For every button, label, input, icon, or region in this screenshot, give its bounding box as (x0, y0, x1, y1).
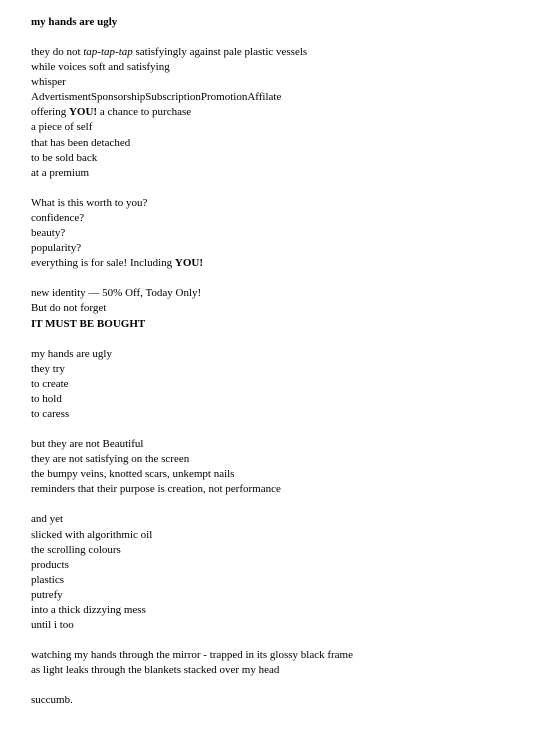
line-text: until i too (31, 619, 74, 632)
poem-line (31, 693, 531, 708)
line-text: everything is for sale! Including (31, 257, 175, 270)
line-text: to hold (31, 392, 62, 405)
line-text: reminders that their purpose is creation, not performance (31, 483, 281, 496)
poem-line (31, 512, 531, 527)
line-text: to be sold back (31, 151, 98, 164)
poem-line (31, 347, 531, 362)
bold-text: YOU! (68, 106, 98, 119)
line-text: whisper (31, 76, 66, 89)
poem-line (31, 377, 531, 392)
poem-line (31, 241, 531, 256)
stanza (31, 648, 531, 678)
poem-line (31, 60, 531, 75)
poem-line (31, 226, 531, 241)
stanza (31, 437, 531, 497)
line-text: to caress (31, 407, 70, 420)
italic-text: tap-tap-tap (83, 46, 133, 58)
line-text: products (31, 558, 69, 571)
line-text: putrefy (31, 588, 63, 601)
poem-line (31, 648, 531, 663)
line-text: while voices soft and satisfying (31, 61, 170, 74)
line-text: plastics (31, 573, 64, 586)
poem-line (31, 151, 531, 166)
stanza (31, 693, 531, 708)
poem-line (31, 407, 531, 422)
line-text: a piece of self (31, 121, 93, 134)
poem-line (31, 437, 531, 452)
bold-text: IT MUST BE BOUGHT (31, 317, 146, 330)
poem-line (31, 362, 531, 377)
poem-line (31, 120, 531, 135)
line-text: they do not (31, 46, 84, 58)
stanza (31, 286, 531, 331)
poem-line (31, 603, 531, 618)
line-text: AdvertismentSponsorshipSubscriptionPromotionAffilate (31, 91, 282, 104)
poem-line (31, 392, 531, 407)
line-text: succumb. (31, 694, 73, 707)
poem-line (31, 256, 531, 271)
poem-line (31, 45, 531, 60)
poem-line (31, 211, 531, 226)
poem-line (31, 136, 531, 151)
line-text: the bumpy veins, knotted scars, unkempt nails (31, 468, 235, 481)
line-text: popularity? (31, 242, 82, 255)
line-text: a chance to purchase (97, 106, 192, 119)
poem-line (31, 543, 531, 558)
bold-text: YOU! (174, 257, 203, 270)
line-text: my hands are ugly (31, 347, 112, 360)
poem-line (31, 558, 531, 573)
line-text: the scrolling colours (31, 543, 121, 556)
line-text: and yet (31, 513, 64, 526)
line-text: What is this worth to you? (31, 196, 148, 209)
line-text: at a premium (31, 166, 90, 179)
document-page (31, 15, 531, 708)
poem-line (31, 588, 531, 603)
poem-line (31, 618, 531, 633)
poem-line (31, 528, 531, 543)
line-text: watching my hands through the mirror - trapped in its glossy black frame (31, 649, 353, 662)
line-text: into a thick dizzying mess (31, 604, 146, 616)
line-text: that has been detached (31, 136, 131, 149)
poem-line (31, 663, 531, 678)
poem-line (31, 452, 531, 467)
stanza (31, 347, 531, 422)
line-text: but they are not Beautiful (31, 438, 144, 451)
poem-line (31, 573, 531, 588)
poem-line (31, 105, 531, 120)
poem-line (31, 301, 531, 316)
poem-title: my hands are ugly (31, 16, 118, 28)
stanza (31, 196, 531, 271)
line-text: satisfyingly against pale plastic vessels (132, 46, 308, 58)
line-text: offering (31, 106, 69, 119)
line-text: they try (31, 362, 65, 375)
poem-line (31, 166, 531, 181)
poem-line (31, 482, 531, 497)
stanza (31, 45, 531, 181)
poem-line (31, 90, 531, 105)
poem-line (31, 317, 531, 332)
poem-line (31, 75, 531, 90)
line-text: beauty? (31, 227, 66, 240)
stanza (31, 512, 531, 633)
line-text: to create (31, 377, 69, 390)
poem-line (31, 286, 531, 301)
poem-body (31, 45, 531, 708)
line-text: slicked with algorithmic oil (31, 528, 153, 541)
line-text: new identity — 50% Off, Today Only! (31, 287, 202, 300)
line-text: But do not forget (31, 302, 107, 315)
poem-line (31, 196, 531, 211)
poem-line (31, 467, 531, 482)
line-text: they are not satisfying on the screen (31, 453, 190, 466)
line-text: confidence? (31, 211, 85, 224)
line-text: as light leaks through the blankets stacked over my head (31, 664, 280, 677)
